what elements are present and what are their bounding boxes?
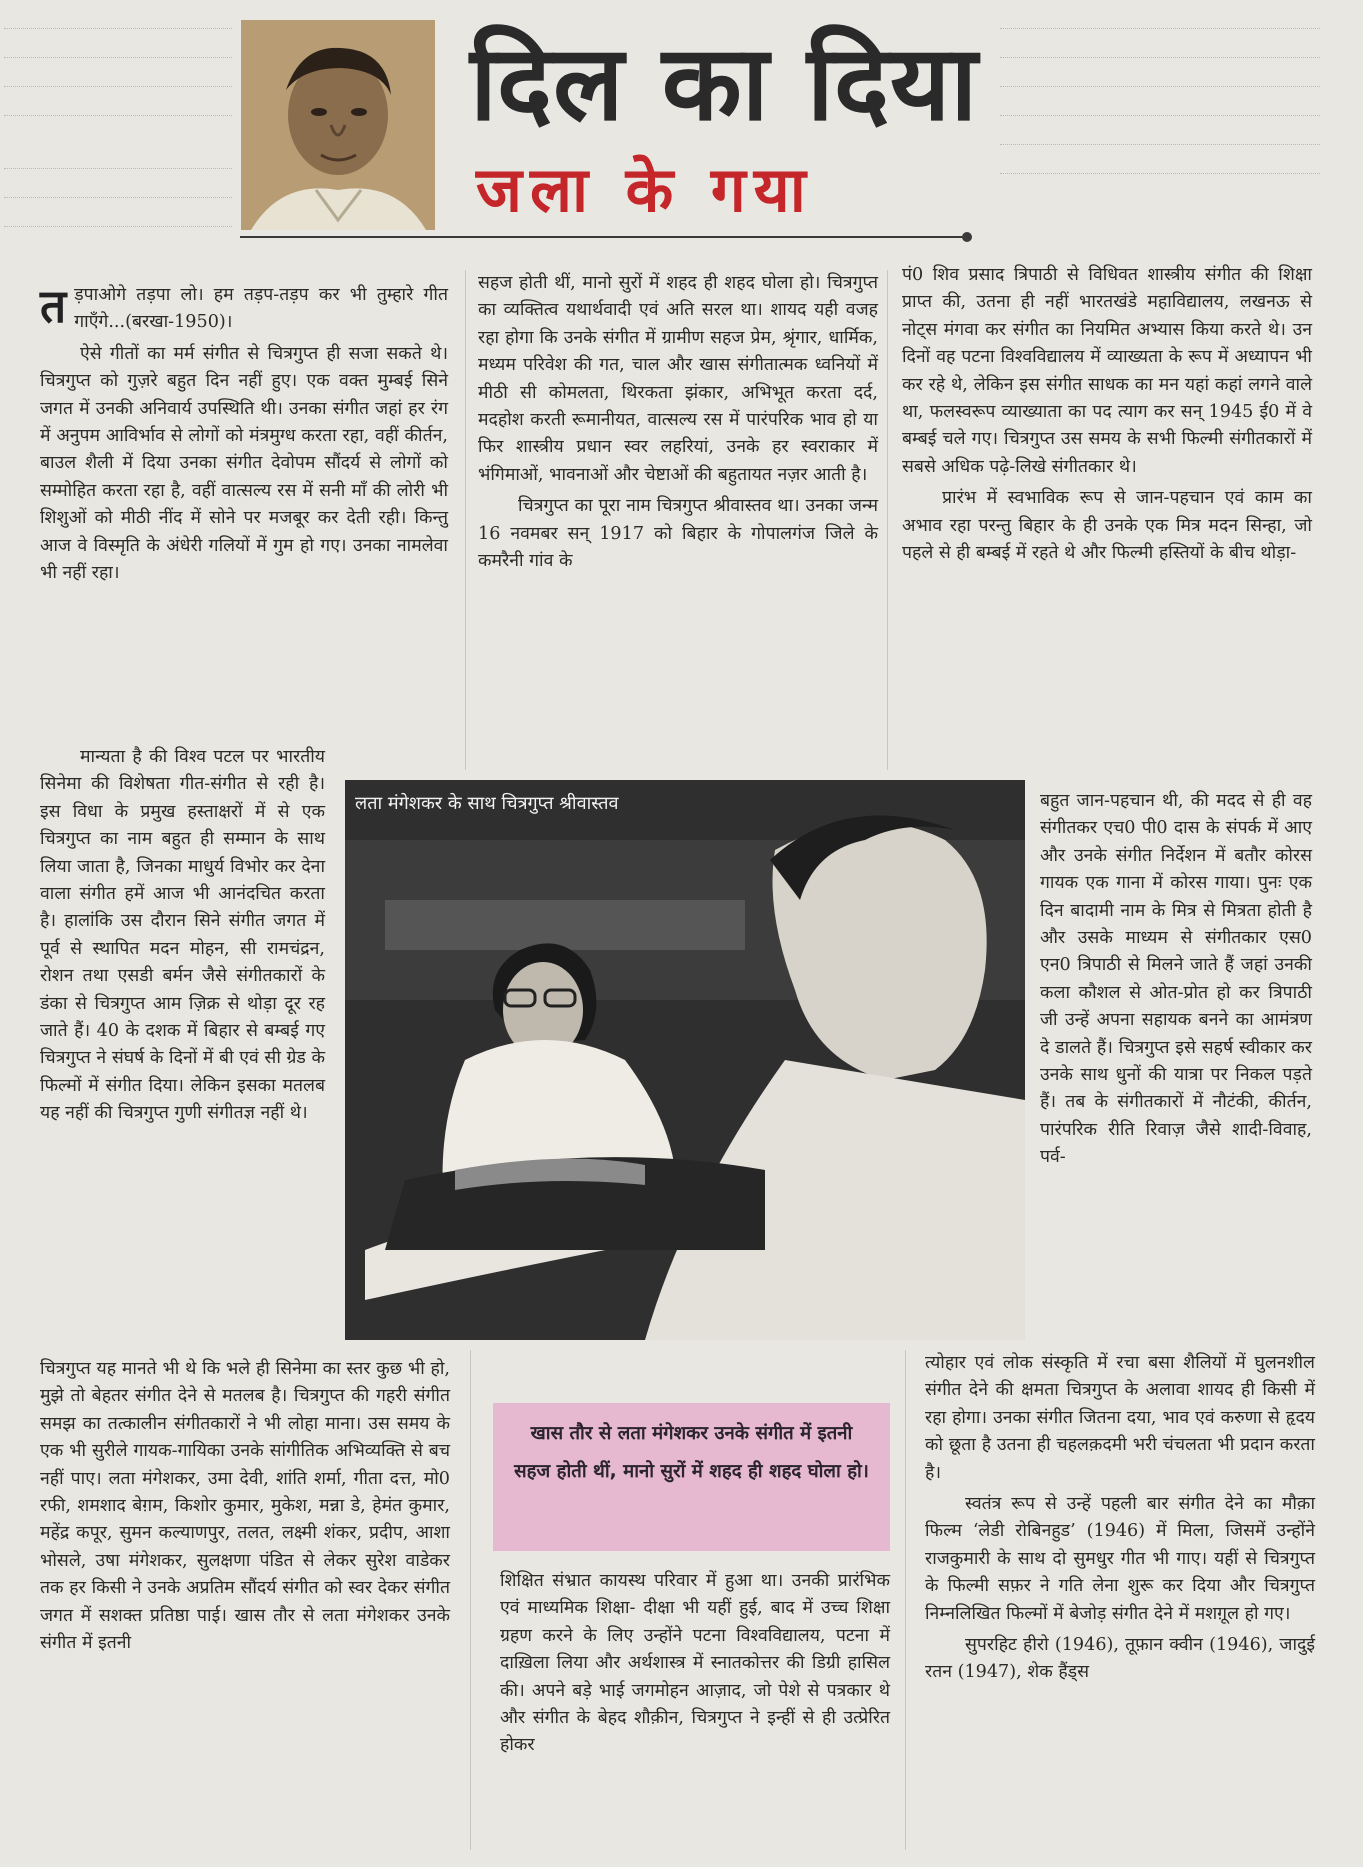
column-divider-2 [887, 270, 888, 770]
column2-paragraph-2: चित्रगुप्त का पूरा नाम चित्रगुप्त श्रीवास्तव था। उनका जन्म 16 नवमबर सन् 1917 को बिहार के गोपालगंज जिले के कमरैनी गांव के [478, 496, 878, 572]
photo-lata-chitragupta-icon [345, 780, 1025, 1340]
column3-bottom-text [925, 1350, 1315, 1687]
column1-bottom-paragraph: चित्रगुप्त यह मानते भी थे कि भले ही सिनेमा का स्तर कुछ भी हो, मुझे तो बेहतर संगीत देने से मतलब है। चित्रगुप्त की गहरी संगीत समझ का तत्कालीन संगीतकारों ने भी लोहा माना। उस समय के एक भी सुरीले गायक-गायिका उनके सांगीतिक अभिव्यक्ति से बच नहीं पाए। लता मंगेशकर, उमा देवी, शांति शर्मा, गीता दत्त, मो0 रफी, शमशाद बेग़म, किशोर कुमार, मुकेश, मन्ना डे, हेमंत कुमार, महेंद्र कपूर, सुमन कल्याणपुर, तलत, लक्ष्मी शंकर, प्रदीप, आशा भोसले, उषा मंगेशकर, सुलक्षणा पंडित से लेकर सुरेश वाडेकर तक हर किसी ने उनके अप्रतिम सौंदर्य संगीत को स्वर देकर संगीत जगत में सशक्त प्रतिष्ठा पाई। खास तौर से लता मंगेशकर उनके संगीत में इतनी [40, 1359, 450, 1654]
column3-bottom-paragraph-1: त्योहार एवं लोक संस्कृति में रचा बसा शैलियों में घुलनशील संगीत देने की क्षमता चित्रगुप्त के अलावा शायद ही किसी में रहा होगा। उनका संगीत जितना दया, भाव एवं करुणा से हृदय को छूता है उतना ही चहलक़दमी भरी चंचलता भी प्रदान करता है। [925, 1353, 1315, 1483]
column2-top-text [478, 270, 878, 575]
column1-bottom-text [40, 1356, 450, 1657]
headline-line2: जला के गया [476, 153, 814, 226]
column3-bottom-paragraph-3: सुपरहिट हीरो (1946), तूफ़ान क्वीन (1946), जादुई रतन (1947), शेक हैंड्स [925, 1635, 1315, 1683]
column1-paragraph-1: ड़पाओगे तड़पा लो। हम तड़प-तड़प कर भी तुम्हारे गीत गाएँगे...(बरखा-1950)। [74, 285, 448, 333]
portrait-photo-chitragupta-icon [241, 20, 435, 230]
column1-paragraph-2: ऐसे गीतों का मर्म संगीत से चित्रगुप्त ही सजा सकते थे। चित्रगुप्त को गुज़रे बहुत दिन नहीं हुए। एक वक्त मुम्बई सिने जगत में उनकी अनिवार्य उपस्थिति थी। उनका संगीत जहां हर रंग में अनुपम आविर्भाव से लोगों को मंत्रमुग्ध करता रहा, वहीं कीर्तन, बाउल शैली में दिया उनका संगीत देवोपम सौंदर्य से लोगों को सम्मोहित करता रहा है, वहीं वात्सल्य रस में सनी माँ की लोरी भी शिशुओं को मीठी नींद में सोने पर मजबूर कर देती रही। किन्तु आज वे विस्मृति के अंधेरी गलियों में गुम हो गए। उनका नामलेवा भी नहीं रहा। [40, 343, 448, 584]
headline-line1: दिल का दिया [470, 22, 979, 144]
pull-quote: खास तौर से लता मंगेशकर उनके संगीत में इतनी सहज होती थीं, मानो सुरों में शहद ही शहद घोला हो। [493, 1403, 890, 1551]
column2-paragraph-1: सहज होती थीं, मानो सुरों में शहद ही शहद घोला हो। चित्रगुप्त का व्यक्तित्व यथार्थवादी एवं अति सरल था। शायद यही वजह रहा होगा कि उनके संगीत में ग्रामीण सहज प्रेम, श्रृंगार, धार्मिक, मध्यम परिवेश की गत, चाल और खास संगीतात्मक ध्वनियों में मीठी सी कोमलता, थिरकता झंकार, अभिभूत करता दर्द, मदहोश करती रूमानीयत, वात्सल्य रस में पारंपरिक भाव हो या फिर शास्त्रीय प्रधान स्वर लहरियां, उनके हर स्वराकार में भंगिमाओं, भावनाओं और चेष्टाओं की बहुतायत नज़र आती है। [478, 273, 878, 485]
rule-dot-icon [962, 232, 972, 242]
column3-paragraph-2: प्रारंभ में स्वभाविक रूप से जान-पहचान एवं काम का अभाव रहा परन्तु बिहार के ही उनके एक मित्र मदन सिन्हा, जो पहले से ही बम्बई में रहते थे और फिल्मी हस्तियों के बीच थोड़ा- [902, 488, 1312, 564]
bleed-through-left [4, 6, 232, 256]
column3-top-text [902, 262, 1312, 567]
column1-wrap-text [40, 744, 325, 1128]
column-divider-4 [905, 1350, 906, 1850]
column-divider-3 [470, 1350, 471, 1850]
column3-wrap-text [1040, 788, 1312, 1172]
column3-bottom-paragraph-2: स्वतंत्र रूप से उन्हें पहली बार संगीत देने का मौक़ा फिल्म ‘लेडी रोबिनहुड’ (1946) में मिला, जिसमें उन्होंने राजकुमारी के साथ दो सुमधुर गीत भी गाए। यहीं से चित्रगुप्त के फिल्मी सफ़र ने गति लेना शुरू कर दिया और चित्रगुप्त निम्नलिखित फिल्मों में बेजोड़ संगीत देने में मशग़ूल हो गए। [925, 1494, 1315, 1624]
column3-wrap-paragraph: बहुत जान-पहचान थी, की मदद से ही वह संगीतकर एच0 पी0 दास के संपर्क में आए और उनके संगीत निर्देशन में बतौर कोरस गायक एक गाना में कोरस गाया। पुनः एक दिन बादामी नाम के मित्र से मित्रता होती है और उसके माध्यम से संगीतकार एस0 एन0 त्रिपाठी से मिलने जाते हैं जहां उनकी कला कौशल से ओत-प्रोत हो कर त्रिपाठी जी उन्हें अपना सहायक बनने का आमंत्रण दे डालते हैं। चित्रगुप्त इसे सहर्ष स्वीकार कर उनके साथ धुनों की यात्रा पर निकल पड़ते हैं। तब के संगीतकारों में नौटंकी, कीर्तन, पारंपरिक रीति रिवाज़ जैसे शादी-विवाह, पर्व- [1040, 791, 1312, 1168]
photo-caption: लता मंगेशकर के साथ चित्रगुप्त श्रीवास्तव [355, 793, 619, 814]
headline-rule [240, 236, 970, 238]
column2-bottom-paragraph: शिक्षित संभ्रात कायस्थ परिवार में हुआ था। उनकी प्रारंभिक एवं माध्यमिक शिक्षा- दीक्षा भी यहीं हुई, बाद में उच्च शिक्षा ग्रहण करने के लिए उन्होंने पटना विश्वविद्यालय, पटना में दाख़िला लिया और अर्थशास्त्र में स्नातकोत्तर की डिग्री हासिल की। अपने बड़े भाई जगमोहन आज़ाद, जो पेशे से पत्रकार थे और संगीत के बेहद शौक़ीन, चित्रगुप्त ने इन्हीं से ही उत्प्रेरित होकर [500, 1571, 890, 1756]
main-photo [345, 780, 1025, 1340]
column1-wrap-paragraph: मान्यता है की विश्व पटल पर भारतीय सिनेमा की विशेषता गीत-संगीत से रही है। इस विधा के प्रमुख हस्ताक्षरों में से एक चित्रगुप्त का नाम बहुत ही सम्मान के साथ लिया जाता है, जिनका माधुर्य विभोर कर देना वाला संगीत हमें आज भी आनंदचित करता है। हालांकि उस दौरान सिने संगीत जगत में पूर्व से स्थापित मदन मोहन, सी रामचंद्रन, रोशन तथा एसडी बर्मन जैसे संगीतकारों के डंका से चित्रगुप्त आम ज़िक्र से थोड़ा दूर रह जाते हैं। 40 के दशक में बिहार से बम्बई गए चित्रगुप्त ने संघर्ष के दिनों में बी एवं सी ग्रेड के फिल्मों में संगीत दिया। लेकिन इसका मतलब यह नहीं की चित्रगुप्त गुणी संगीतज्ञ नहीं थे। [40, 747, 325, 1124]
portrait-photo [241, 20, 435, 230]
column-divider-1 [465, 270, 466, 770]
column2-bottom-text [500, 1568, 890, 1760]
dropcap: त [40, 279, 67, 333]
column1-text [40, 279, 448, 587]
column3-paragraph-1: पं0 शिव प्रसाद त्रिपाठी से विधिवत शास्त्रीय संगीत की शिक्षा प्राप्त की, उतना ही नहीं भारतखंडे महाविद्यालय, लखनऊ से नोट्स मंगवा कर संगीत का नियमित अभ्यास किया करते थे। उन दिनों वह पटना विश्वविद्यालय में व्याख्यता के रूप में अध्यापन भी कर रहे थे, लेकिन इस संगीत साधक का मन यहां कहां लगने वाले था, फलस्वरूप व्याख्याता का पद त्याग कर सन् 1945 ई0 में वे बम्बई चले गए। चित्रगुप्त उस समय के सभी फिल्मी संगीतकारों में सबसे अधिक पढ़े-लिखे संगीतकार थे। [902, 265, 1312, 477]
